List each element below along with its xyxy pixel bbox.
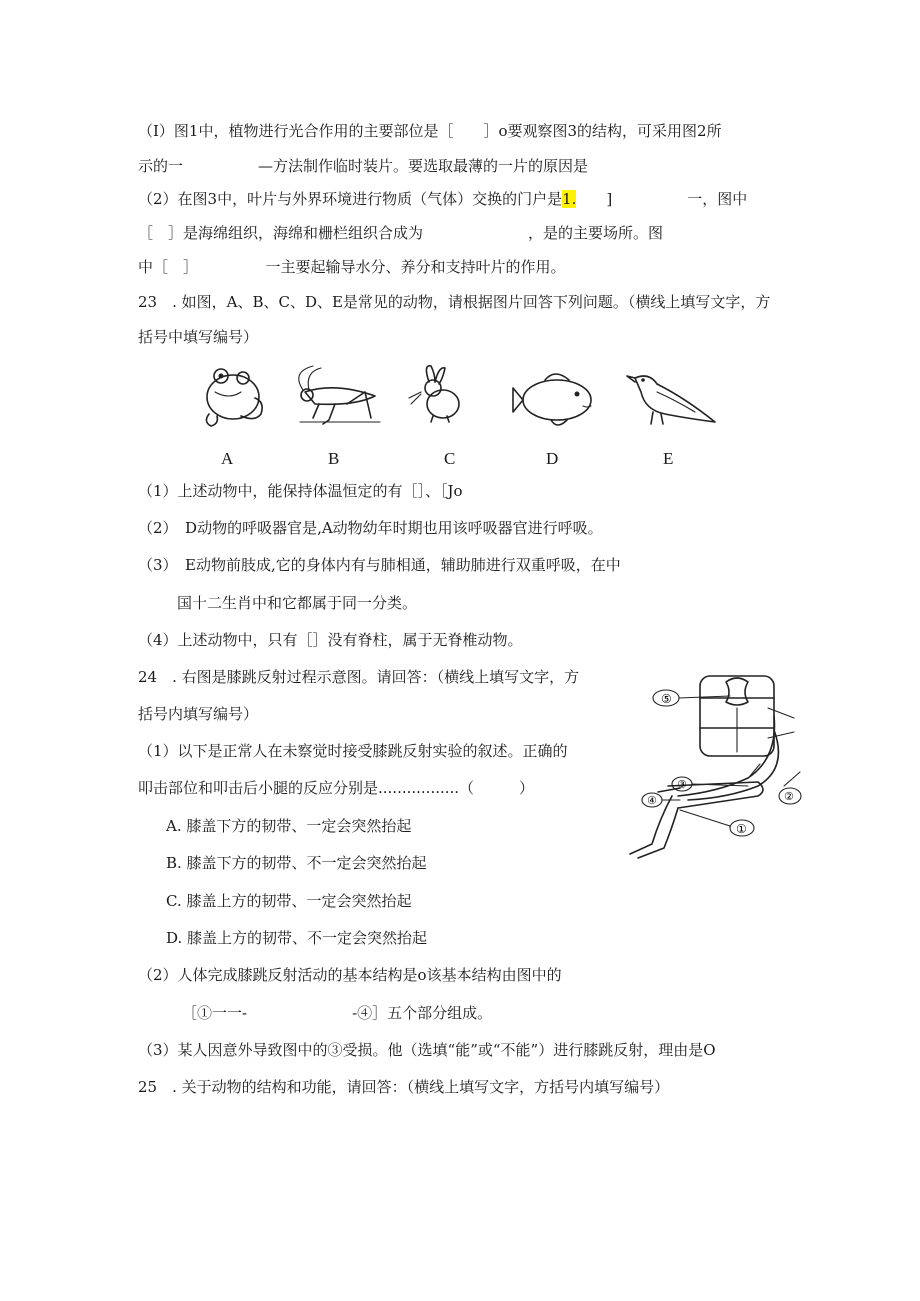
animals-figure — [195, 362, 715, 442]
q24-sub1-line2: 叩击部位和叩击后小腿的反应分别是.................（ ） — [138, 779, 535, 797]
q22-part1-line1: （I）图1中，植物进行光合作用的主要部位是［ ］o要观察图3的结构，可采用图2所 — [138, 122, 722, 140]
figure-label-1: ① — [736, 822, 747, 836]
q24-stem-line2: 括号内填写编号） — [138, 705, 259, 723]
q24-sub1-line1: （1）以下是正常人在未察觉时接受膝跳反射实验的叙述。正确的 — [138, 742, 568, 760]
q23-sub4: （4）上述动物中，只有［］没有脊柱，属于无脊椎动物。 — [138, 631, 523, 649]
rabbit-image — [409, 366, 459, 422]
q22-part2-line3: 中［ ］ 一主要起输导水分、养分和支持叶片的作用。 — [138, 258, 566, 276]
knee-reflex-figure — [618, 668, 808, 864]
q24-stem-line1: 24 . 右图是膝跳反射过程示意图。请回答：（横线上填写文字，方 — [138, 668, 580, 686]
bird-image — [627, 376, 715, 424]
q22-part2-text-end: ] 一，图中 — [576, 190, 748, 208]
q23-sub2: （2） D动物的呼吸器官是,A动物幼年时期也用该呼吸器官进行呼吸。 — [138, 519, 603, 537]
animal-label-c: C — [444, 449, 456, 468]
figure-label-3: ③ — [677, 778, 687, 791]
q23-stem-line2: 括号中填写编号） — [138, 328, 259, 346]
q23-sub3-line1: （3） E动物前肢成,它的身体内有与肺相通，辅助肺进行双重呼吸，在中 — [138, 556, 621, 574]
highlight-mark: 1. — [562, 190, 577, 208]
q22-part2-text: （2）在图3中，叶片与外界环境进行物质（气体）交换的门户是 — [138, 190, 563, 208]
q24-option-c: C. 膝盖上方的韧带、一定会突然抬起 — [166, 892, 412, 910]
q24-option-d: D. 膝盖上方的韧带、不一定会突然抬起 — [166, 929, 428, 947]
q25-stem: 25 . 关于动物的结构和功能，请回答：（横线上填写文字，方括号内填写编号） — [138, 1078, 670, 1096]
q23-stem-line1: 23 . 如图，A、B、C、D、E是常见的动物，请根据图片回答下列问题。（横线上填写文字，方 — [138, 293, 771, 311]
q24-option-b: B. 膝盖下方的韧带、不一定会突然抬起 — [166, 854, 427, 872]
q24-option-a: A. 膝盖下方的韧带、一定会突然抬起 — [166, 817, 412, 835]
q23-sub3-line2: 国十二生肖中和它都属于同一分类。 — [177, 594, 418, 612]
figure-label-4: ④ — [647, 794, 657, 807]
animal-label-d: D — [546, 449, 559, 468]
q23-sub1: （1）上述动物中，能保持体温恒定的有［］、［Jo — [138, 482, 463, 500]
q22-part1-line2: 示的一 —方法制作临时装片。要选取最薄的一片的原因是 — [138, 157, 589, 175]
q24-sub2-line1: （2）人体完成膝跳反射活动的基本结构是o该基本结构由图中的 — [138, 966, 562, 984]
figure-label-5: ⑤ — [661, 692, 672, 706]
figure-label-2: ② — [784, 790, 794, 803]
q24-sub3: （3）某人因意外导致图中的③受损。他（选填“能”或“不能”）进行膝跳反射，理由是O — [138, 1041, 716, 1059]
grasshopper-image — [299, 366, 380, 424]
fish-image — [513, 374, 591, 425]
animal-label-b: B — [328, 449, 340, 468]
frog-image — [206, 369, 262, 426]
animal-label-a: A — [221, 449, 234, 468]
spinal-cord-image — [700, 676, 794, 756]
q22-part2-line2: ［ ］是海绵组织，海绵和栅栏组织合成为 ，是的主要场所。图 — [138, 224, 664, 242]
q24-sub2-line2: ［①一一- -④］五个部分组成。 — [182, 1004, 493, 1022]
animal-label-e: E — [663, 449, 674, 468]
q22-part2-line1 — [138, 189, 747, 209]
